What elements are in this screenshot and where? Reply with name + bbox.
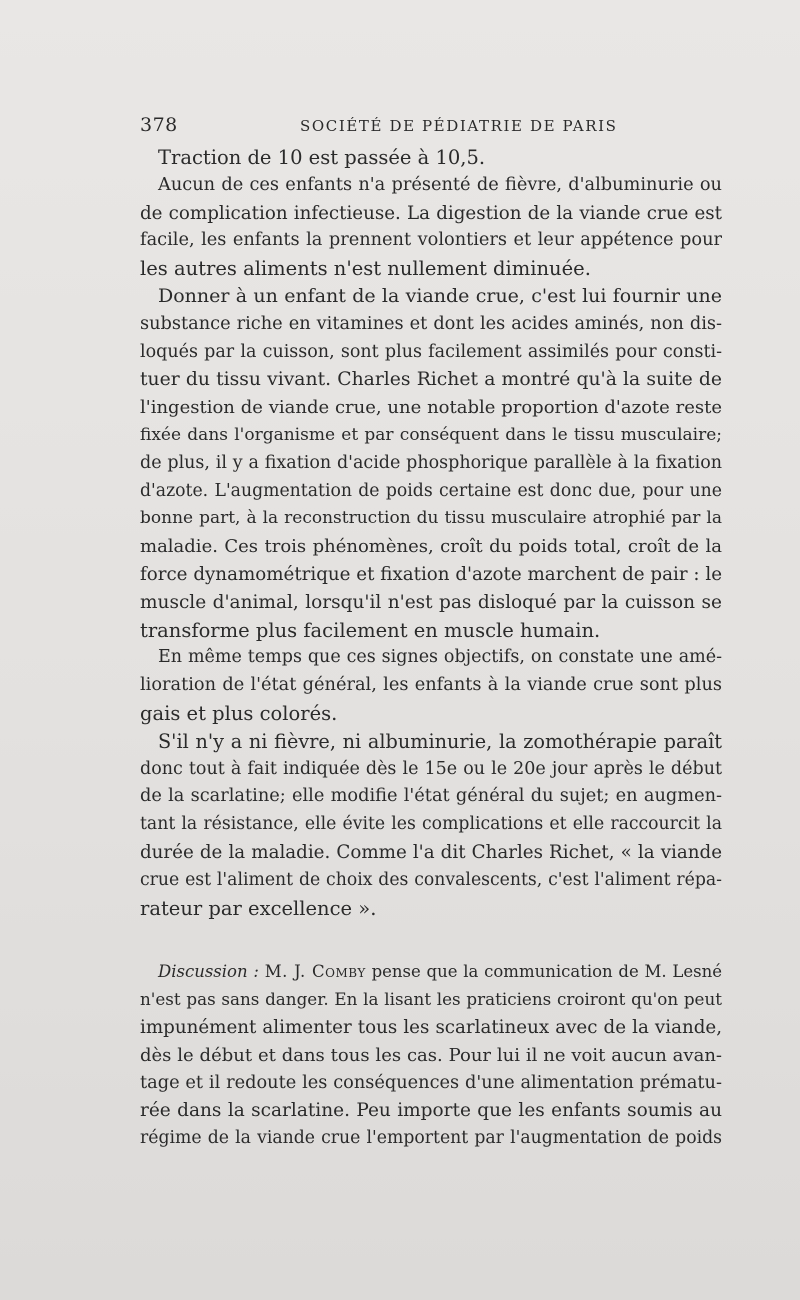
text-line: de complication infectieuse. La digestion de la viande crue est bbox=[140, 202, 722, 224]
text-line: tage et il redoute les conséquences d'une alimentation prématu- bbox=[140, 1072, 722, 1093]
text-line: Traction de 10 est passée à 10,5. bbox=[158, 146, 486, 169]
text-line: bonne part, à la reconstruction du tissu musculaire atrophié par la bbox=[140, 508, 722, 529]
text-line: substance riche en vitamines et dont les acides aminés, non dis- bbox=[140, 313, 722, 334]
text-line: rateur par excellence ». bbox=[140, 896, 377, 920]
text-line: maladie. Ces trois phénomènes, croît du poids total, croît de la bbox=[140, 536, 722, 558]
body-text bbox=[140, 144, 722, 1153]
text-line: force dynamométrique et fixation d'azote marchent de pair : le bbox=[140, 563, 722, 585]
text-line: loqués par la cuisson, sont plus facilement assimilés pour consti- bbox=[140, 341, 722, 362]
text-line: fixée dans l'organisme et par conséquent dans le tissu musculaire; bbox=[140, 424, 722, 445]
text-line: dès le début et dans tous les cas. Pour lui il ne voit aucun avan- bbox=[140, 1044, 722, 1066]
text-line: crue est l'aliment de choix des convalescents, c'est l'aliment répa- bbox=[140, 869, 722, 890]
text-line: n'est pas sans danger. En la lisant les praticiens croiront qu'on peut bbox=[140, 989, 722, 1010]
text-line: muscle d'animal, lorsqu'il n'est pas disloqué par la cuisson se bbox=[140, 591, 722, 613]
text-line: gais et plus colorés. bbox=[140, 701, 338, 725]
text-line: transforme plus facilement en muscle humain. bbox=[140, 618, 601, 642]
text-line: de la scarlatine; elle modifie l'état général du sujet; en augmen- bbox=[140, 786, 722, 807]
text-line: Aucun de ces enfants n'a présenté de fièvre, d'albuminurie ou bbox=[158, 174, 722, 195]
discussion-first-line bbox=[140, 958, 722, 986]
discussion-label: Discussion : bbox=[158, 962, 259, 982]
text-line: impunément alimenter tous les scarlatineux avec de la viande, bbox=[140, 1016, 722, 1038]
text-line: donc tout à fait indiquée dès le 15e ou le 20e jour après le début bbox=[140, 758, 722, 779]
text-line: rée dans la scarlatine. Peu importe que les enfants soumis au bbox=[140, 1100, 722, 1122]
discussion-first-line-text: pense que la communication de M. Lesné bbox=[371, 962, 723, 982]
discussion-speaker: M. J. Comby bbox=[264, 962, 366, 982]
text-line: les autres aliments n'est nullement diminuée. bbox=[140, 257, 591, 281]
text-line: régime de la viande crue l'emportent par l'augmentation de poids bbox=[140, 1128, 722, 1149]
text-line: d'azote. L'augmentation de poids certaine est donc due, pour une bbox=[140, 480, 722, 501]
text-line: S'il n'y a ni fièvre, ni albuminurie, la zomothérapie paraît bbox=[158, 729, 722, 753]
text-line: tuer du tissu vivant. Charles Richet a montré qu'à la suite de bbox=[140, 369, 722, 391]
page-header bbox=[140, 114, 728, 144]
text-line: l'ingestion de viande crue, une notable proportion d'azote reste bbox=[140, 397, 722, 419]
text-line: lioration de l'état général, les enfants à la viande crue sont plus bbox=[140, 675, 722, 696]
text-line: Donner à un enfant de la viande crue, c'est lui fournir une bbox=[158, 284, 722, 307]
running-title: SOCIÉTÉ DE PÉDIATRIE DE PARIS bbox=[300, 117, 618, 135]
page-number: 378 bbox=[140, 114, 178, 136]
text-line: tant la résistance, elle évite les complications et elle raccourcit la bbox=[140, 814, 722, 835]
text-line: de plus, il y a fixation d'acide phosphorique parallèle à la fixation bbox=[140, 452, 722, 473]
text-line: durée de la maladie. Comme l'a dit Charles Richet, « la viande bbox=[140, 841, 722, 863]
section-gap bbox=[140, 922, 722, 958]
text-line: En même temps que ces signes objectifs, on constate une amé- bbox=[158, 647, 722, 668]
text-line: facile, les enfants la prennent volontiers et leur appétence pour bbox=[140, 230, 722, 251]
